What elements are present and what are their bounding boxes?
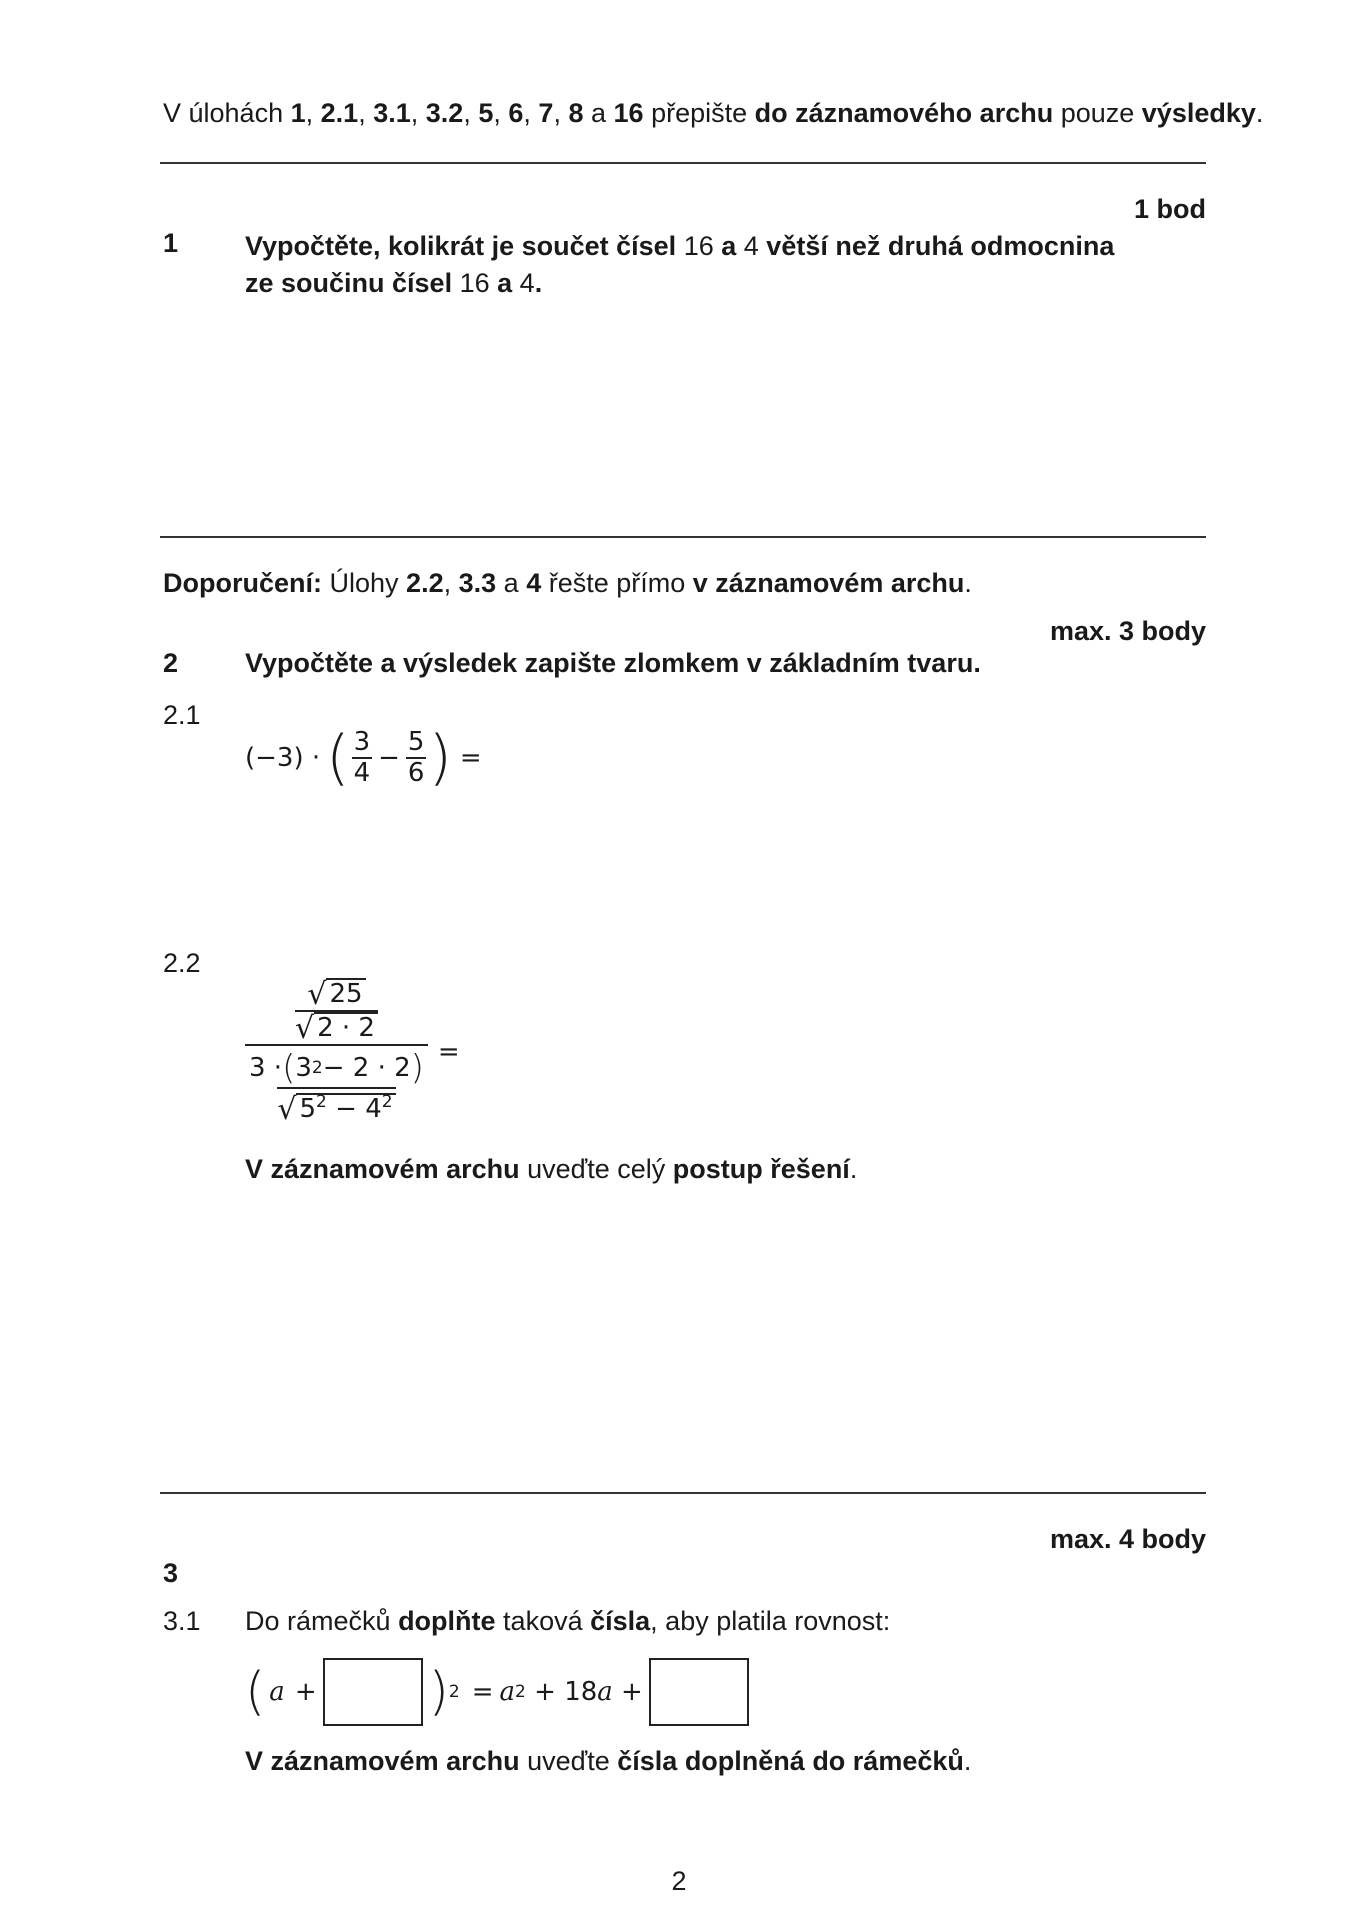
recommendation-line: [163, 568, 972, 599]
prompt-text: , aby platila rovnost:: [650, 1606, 891, 1636]
subtask-2-2-label: 2.2: [163, 948, 201, 978]
instruction-text: ,: [553, 98, 569, 128]
task3-number: [163, 1558, 178, 1589]
subtask-2-2-note: [245, 1154, 857, 1185]
complex-denominator: [245, 1044, 428, 1128]
number-value: 4: [743, 231, 759, 261]
radical-sign: √: [277, 1092, 297, 1128]
task1-question-line: [245, 265, 1114, 302]
question-text: a: [489, 268, 520, 298]
fraction: [352, 728, 373, 787]
subtask-3-1-note: [245, 1746, 971, 1777]
task-ref: 3.3: [458, 568, 497, 598]
numerator: 3: [353, 727, 371, 758]
task2-number: [163, 648, 178, 679]
instruction-text: přepište: [643, 98, 755, 128]
instruction-text: ,: [410, 98, 426, 128]
left-paren: (: [245, 1662, 266, 1722]
recommendation-emphasis: v záznamovém archu: [692, 568, 965, 598]
math-text: + 18: [525, 1677, 598, 1707]
right-paren: ): [410, 1047, 424, 1088]
divider: [160, 162, 1206, 164]
task3-points: max. 4 body: [1049, 1524, 1206, 1554]
math-text: 3: [295, 1053, 312, 1084]
prompt-emphasis: čísla: [590, 1606, 651, 1636]
divider: [160, 1492, 1206, 1494]
subtask-2-2-expression: [245, 976, 460, 1128]
variable-a: a: [597, 1677, 613, 1707]
subtask-3-1-prompt: [245, 1606, 890, 1637]
math-text: 5: [299, 1094, 317, 1125]
number-value: 16: [683, 231, 714, 261]
instruction-text: .: [1255, 98, 1264, 128]
note-text: .: [849, 1154, 858, 1184]
note-emphasis: V záznamovém archu: [245, 1746, 520, 1776]
note-emphasis: čísla doplněná do rámečků: [617, 1746, 964, 1776]
variable-a: a: [499, 1677, 516, 1707]
answer-box-2[interactable]: [649, 1658, 749, 1726]
task1-question-line: [245, 228, 1114, 265]
task2-points: max. 3 body: [1049, 616, 1206, 646]
task-ref: 2.2: [406, 568, 444, 598]
radicand: [296, 1093, 395, 1125]
prompt-emphasis: doplňte: [398, 1606, 496, 1636]
math-text: 4: [365, 1094, 382, 1125]
instruction-emphasis: výsledky: [1141, 98, 1256, 128]
instruction-task-ref: 2.1: [320, 98, 359, 128]
task2-prompt: [245, 648, 981, 679]
square-root: [295, 1010, 378, 1044]
right-paren: ): [428, 723, 452, 793]
recommendation-text: ,: [443, 568, 459, 598]
instruction-task-ref: 5: [478, 98, 494, 128]
divider: [160, 536, 1206, 538]
note-emphasis: V záznamovém archu: [245, 1154, 520, 1184]
recommendation-text: řešte přímo: [541, 568, 693, 598]
left-paren: (: [282, 1047, 296, 1088]
complex-fraction: [245, 976, 428, 1128]
question-text: ze součinu čísel: [245, 268, 460, 298]
question-text: a: [713, 231, 744, 261]
left-paren: (: [326, 723, 350, 793]
minus-sign: −: [378, 743, 400, 773]
instruction-task-ref: 3.2: [425, 98, 464, 128]
variable-a: a: [269, 1677, 285, 1707]
instruction-text: V úlohách: [163, 98, 291, 128]
question-text: Vypočtěte, kolikrát je součet čísel: [245, 231, 684, 261]
task-number: 3: [163, 1558, 179, 1588]
equals-sign: =: [471, 1677, 494, 1707]
prompt-text: taková: [495, 1606, 591, 1636]
equals-sign: =: [459, 743, 482, 773]
instruction-emphasis: do záznamového archu: [754, 98, 1054, 128]
instruction-line: [163, 98, 1263, 129]
subtask-2-1-expression: [245, 723, 482, 793]
math-text: 3 ·: [249, 1053, 283, 1084]
complex-numerator: [291, 978, 382, 1044]
denominator-expression: 3 · ( 3 2 − 2 · 2 ): [249, 1047, 424, 1088]
task1-points: 1 bod: [1134, 194, 1206, 224]
instruction-task-ref: 8: [568, 98, 584, 128]
note-text: uveďte: [519, 1746, 618, 1776]
task1-number: [163, 228, 178, 259]
prompt-text: Do rámečků: [245, 1606, 399, 1636]
numerator: 5: [407, 727, 425, 758]
denominator: 4: [353, 758, 371, 788]
exponent: 2: [381, 1092, 393, 1113]
plus-sign: +: [612, 1677, 643, 1707]
instruction-task-ref: 16: [613, 98, 644, 128]
question-text: větší než druhá odmocnina: [758, 231, 1115, 261]
radicand: 25: [326, 978, 365, 1010]
instruction-task-ref: 1: [290, 98, 306, 128]
instruction-text: ,: [493, 98, 509, 128]
square-root: [277, 1087, 395, 1128]
task-ref: 4: [526, 568, 542, 598]
answer-box-1[interactable]: [323, 1658, 423, 1726]
instruction-task-ref: 3.1: [373, 98, 411, 128]
plus-sign: +: [294, 1677, 317, 1707]
recommendation-text: a: [496, 568, 527, 598]
instruction-text: ,: [523, 98, 539, 128]
number-value: 4: [519, 268, 535, 298]
instruction-text: ,: [463, 98, 479, 128]
denominator: 6: [407, 758, 425, 788]
instruction-task-ref: 7: [538, 98, 554, 128]
instruction-text: pouze: [1053, 98, 1142, 128]
question-text: .: [534, 268, 543, 298]
task-number: 2: [163, 648, 179, 678]
radicand: 2 · 2: [314, 1012, 378, 1044]
radical-sign: √: [307, 976, 327, 1012]
instruction-text: a: [583, 98, 614, 128]
page-number: 2: [671, 1866, 687, 1896]
math-text: −: [326, 1094, 366, 1125]
note-emphasis: postup řešení: [672, 1154, 850, 1184]
subtask-3-1-label: 3.1: [163, 1606, 201, 1636]
instruction-text: ,: [305, 98, 321, 128]
prompt-text: Vypočtěte a výsledek zapište zlomkem v základním tvaru.: [245, 648, 981, 678]
instruction-text: ,: [358, 98, 374, 128]
recommendation-text: .: [964, 568, 972, 598]
task-number: 1: [163, 228, 179, 258]
note-text: uveďte celý: [519, 1154, 673, 1184]
note-text: .: [963, 1746, 972, 1776]
task1-question: [245, 228, 1114, 302]
subtask-2-1-label: 2.1: [163, 700, 201, 730]
radical-sign: √: [294, 1010, 315, 1046]
square-root: [307, 978, 365, 1010]
recommendation-text: Úlohy: [322, 568, 407, 598]
math-text: − 2 · 2: [322, 1053, 411, 1084]
number-value: 16: [459, 268, 490, 298]
right-paren: ): [428, 1662, 449, 1722]
fraction: [406, 728, 427, 787]
subtask-3-1-equation: ( a + ) 2 = a 2 + 18 a +: [245, 1654, 755, 1730]
recommendation-label: Doporučení:: [163, 568, 322, 598]
equals-sign: =: [437, 1036, 460, 1067]
instruction-task-ref: 6: [508, 98, 524, 128]
math-text: (−3) ·: [245, 743, 321, 773]
exponent: 2: [316, 1092, 327, 1113]
